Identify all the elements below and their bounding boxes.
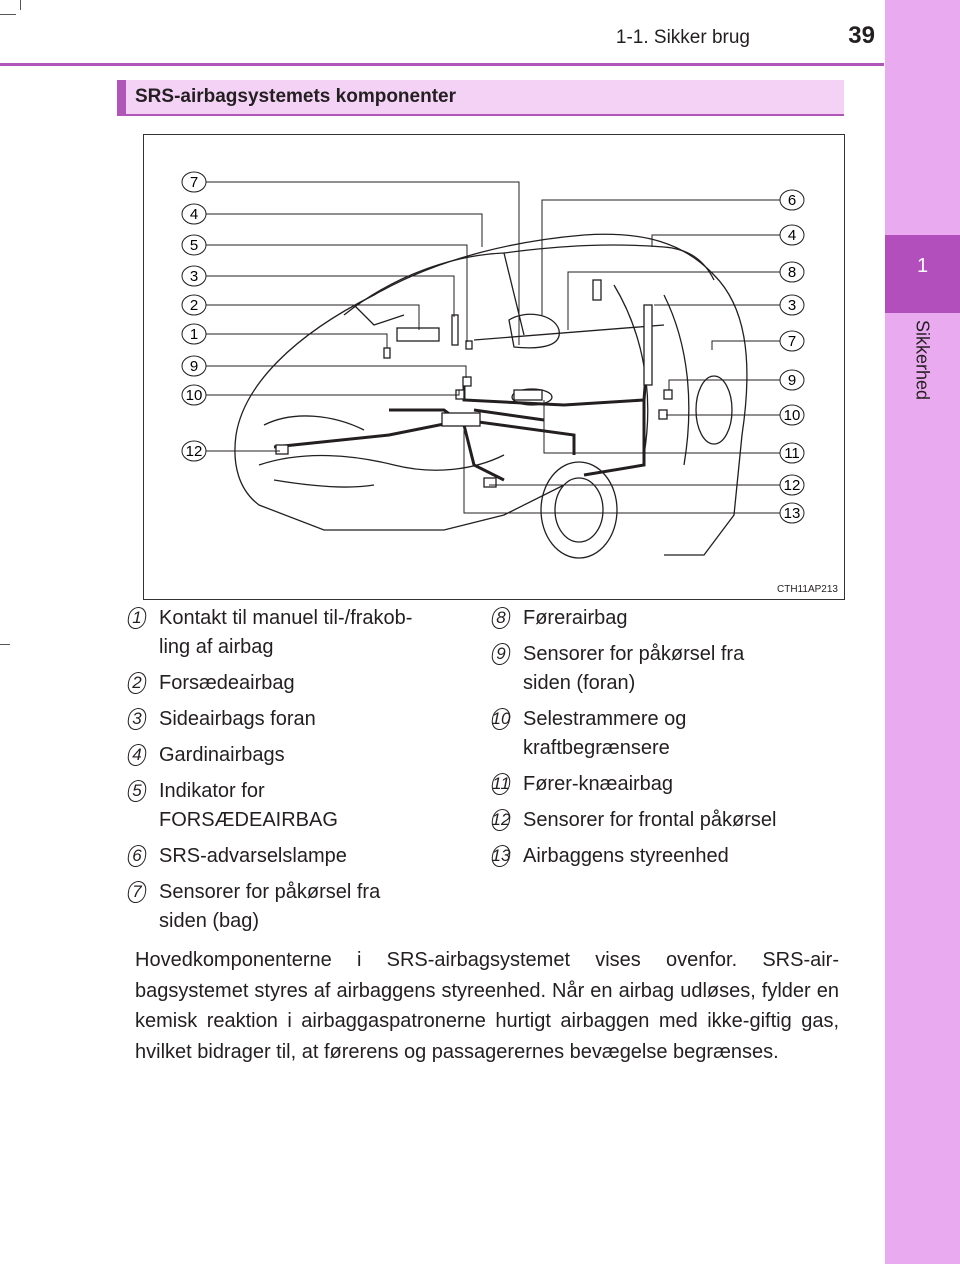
legend-number: 11 (492, 774, 510, 793)
legend-number: 2 (127, 672, 147, 694)
callout-text: 13 (783, 505, 801, 522)
header-section-title: 1-1. Sikker brug (615, 27, 750, 48)
legend-label: Førerairbag (523, 607, 628, 629)
callout-left (182, 172, 206, 461)
callout-text: 12 (185, 443, 203, 460)
callout-text: 11 (784, 445, 800, 462)
callout-text: 3 (189, 268, 199, 285)
callout-text: 6 (787, 192, 797, 209)
legend-label: Sensorer for påkørsel fra siden (foran) (523, 643, 745, 694)
legend-number: 1 (127, 607, 147, 629)
callout-text: 8 (787, 264, 797, 281)
legend-number: 5 (127, 780, 147, 802)
callout-text: 1 (189, 326, 199, 343)
callout-text: 9 (787, 372, 797, 389)
body-paragraph: Hovedkomponenterne i SRS-airbagsystemet vises ovenfor. SRS-air-bagsystemet styres af airbaggens styreenhed. Når en airbag udløses, fylder en kemisk reaktion i airbaggaspatronerne hurtigt airbaggen med ikke-giftig gas, hvilket bidrager til, at førerens og passagerernes bevægelse begrænses. (135, 949, 839, 1063)
legend-label: Kontakt til manuel til-/frakob- ling af airbag (159, 607, 413, 658)
legend-number: 13 (491, 846, 511, 865)
legend-number: 10 (491, 709, 511, 728)
legend-label: Selestrammere og kraftbegrænsere (523, 708, 687, 759)
legend-label: Gardinairbags (159, 744, 285, 766)
wiring-harness (274, 335, 649, 480)
legend-number: 4 (127, 744, 147, 766)
callout-text: 3 (787, 297, 797, 314)
car-illustration (144, 135, 844, 599)
legend-label: SRS-advarselslampe (159, 845, 347, 867)
legend-label: Sensorer for påkørsel fra siden (bag) (159, 881, 381, 932)
legend-label: Indikator for FORSÆDEAIRBAG (159, 780, 338, 831)
crop-mark (0, 644, 10, 645)
figure-code: CTH11AP213 (777, 584, 838, 595)
callout-text: 10 (185, 387, 203, 404)
callout-text: 2 (189, 297, 199, 314)
crop-mark (20, 0, 21, 10)
legend-label: Sensorer for frontal påkørsel (523, 809, 777, 831)
legend-number: 12 (491, 810, 511, 829)
legend-label: Forsædeairbag (159, 672, 295, 694)
section-heading-text: SRS-airbagsystemets komponenter (135, 86, 456, 107)
legend-number: 8 (491, 607, 511, 629)
header-rule (0, 63, 884, 66)
legend-number: 7 (127, 881, 147, 903)
callout-text: 4 (189, 206, 199, 223)
airbag-components-figure (143, 134, 845, 600)
chapter-title: Sikkerhed (912, 319, 933, 401)
callout-text: 4 (787, 227, 797, 244)
callout-text: 7 (189, 174, 199, 191)
page-number: 39 (848, 22, 875, 49)
legend-label: Airbaggens styreenhed (523, 845, 729, 867)
crop-mark (0, 14, 16, 15)
legend-number: 3 (127, 708, 147, 730)
section-heading (117, 80, 844, 116)
callout-text: 9 (189, 358, 199, 375)
callout-text: 10 (783, 407, 801, 424)
callout-right (780, 190, 804, 523)
chapter-tab (885, 0, 960, 1264)
section-heading-bar (117, 80, 126, 114)
legend-label: Fører-knæairbag (523, 773, 674, 795)
leader-lines (199, 182, 784, 513)
legend-number: 6 (127, 845, 147, 867)
legend-number: 9 (491, 643, 511, 665)
chapter-number: 1 (916, 255, 929, 277)
legend-label: Sideairbags foran (159, 708, 316, 730)
callout-text: 5 (189, 237, 199, 254)
callout-labels (182, 172, 804, 523)
callout-text: 12 (783, 477, 801, 494)
callout-text: 7 (787, 333, 797, 350)
